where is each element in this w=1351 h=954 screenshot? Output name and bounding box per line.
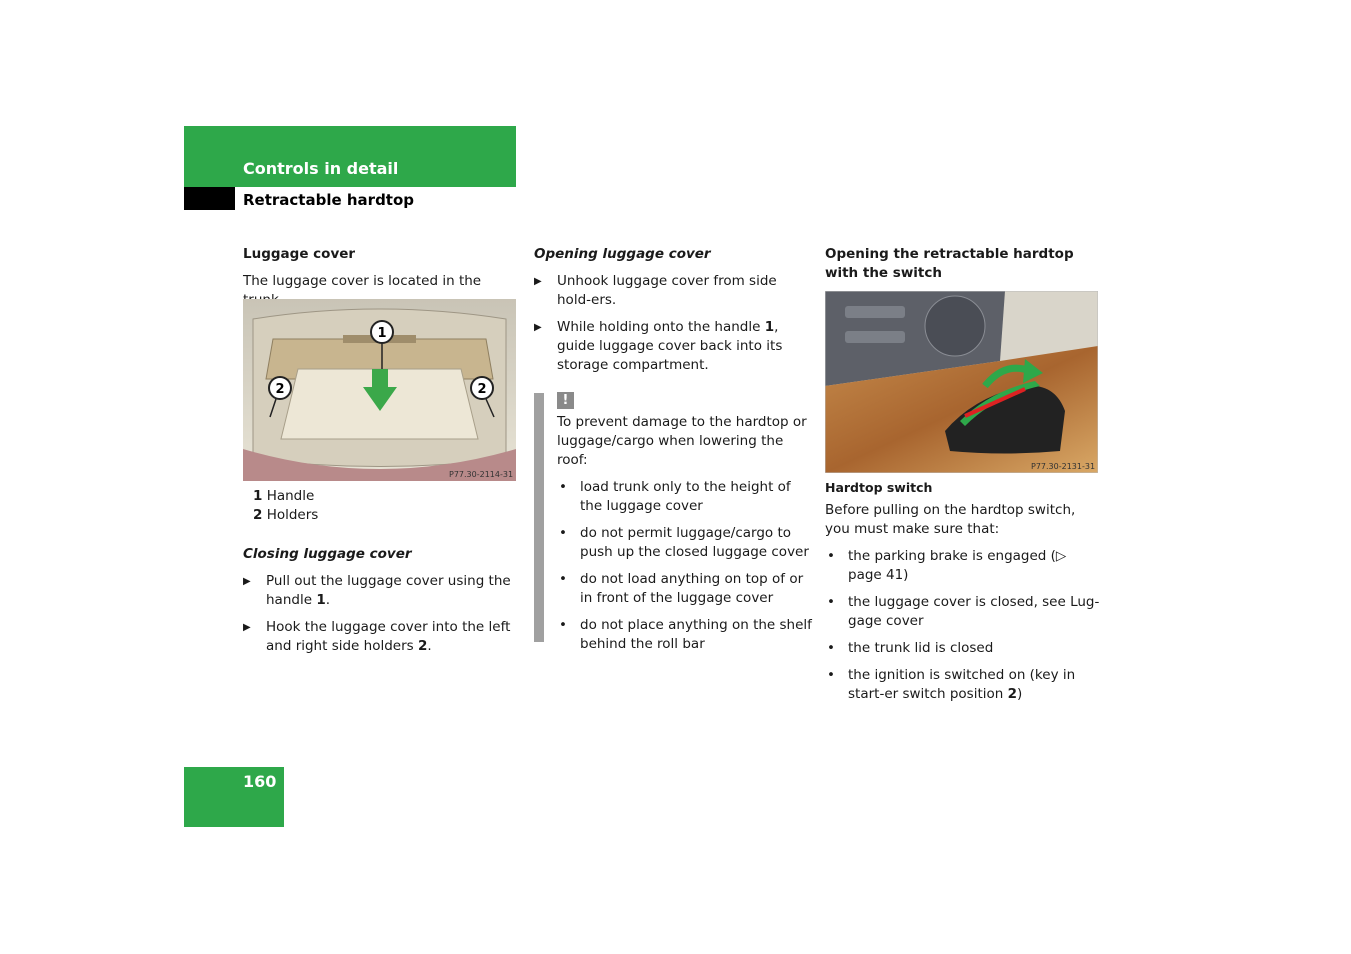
legend-item: 2 Holders bbox=[253, 507, 319, 523]
hardtop-switch-illustration bbox=[825, 291, 1098, 473]
warning-item: • do not place anything on the shelf behind the roll bar bbox=[559, 617, 812, 652]
switch-image-code: P77.30-2131-31 bbox=[1031, 462, 1096, 471]
condition-item: • the parking brake is engaged (▷ page 41) bbox=[827, 548, 1067, 583]
callout-2-right-label: 2 bbox=[477, 382, 487, 397]
closing-section bbox=[243, 545, 513, 656]
trunk-illustration bbox=[243, 299, 516, 481]
warning-icon: ! bbox=[557, 392, 574, 409]
condition-item: • the ignition is switched on (key in start-er switch position 2) bbox=[827, 667, 1076, 702]
subsection-title: Retractable hardtop bbox=[243, 191, 415, 209]
warning-bar bbox=[534, 393, 544, 642]
column-opening-cover bbox=[534, 245, 809, 375]
condition-item: • the trunk lid is closed bbox=[827, 640, 994, 656]
legend-item: 1 Handle bbox=[253, 488, 315, 504]
callout-1-label: 1 bbox=[377, 326, 387, 341]
warning-intro: To prevent damage to the hardtop or luggage/cargo when lowering the roof: bbox=[557, 414, 807, 468]
opening-step-1: ▶ Unhook luggage cover from side hold-ers. bbox=[534, 273, 777, 308]
luggage-cover-heading: Luggage cover bbox=[243, 246, 356, 262]
column-hardtop-switch bbox=[825, 245, 1100, 283]
page-number: 160 bbox=[243, 772, 277, 791]
image-caption: Hardtop switch bbox=[825, 480, 933, 495]
warning-box bbox=[557, 413, 812, 654]
trunk-image-code: P77.30-2114-31 bbox=[449, 470, 514, 479]
closing-step-2: ▶ Hook the luggage cover into the left and right side holders 2. bbox=[243, 619, 511, 654]
closing-step-1: ▶ Pull out the luggage cover using the handle 1. bbox=[243, 573, 511, 608]
warning-item: • do not permit luggage/cargo to push up the closed luggage cover bbox=[559, 525, 809, 560]
condition-item: • the luggage cover is closed, see Lug-gage cover bbox=[827, 594, 1100, 629]
warning-item: • do not load anything on top of or in front of the luggage cover bbox=[559, 571, 804, 606]
callout-2-left-label: 2 bbox=[275, 382, 285, 397]
opening-step-2: ▶ While holding onto the handle 1, guide luggage cover back into its storage compartment. bbox=[534, 319, 783, 373]
warning-item: • load trunk only to the height of the luggage cover bbox=[559, 479, 791, 514]
hardtop-heading: Opening the retractable hardtop with the switch bbox=[825, 246, 1074, 281]
legend bbox=[253, 487, 513, 525]
hardtop-intro: Before pulling on the hardtop switch, you must make sure that: bbox=[825, 502, 1076, 537]
closing-heading: Closing luggage cover bbox=[243, 546, 412, 562]
section-title: Controls in detail bbox=[243, 159, 399, 178]
opening-heading: Opening luggage cover bbox=[534, 246, 711, 262]
header-marker bbox=[184, 187, 235, 210]
luggage-cover-intro: The luggage cover is located in the bbox=[243, 273, 482, 289]
hardtop-conditions bbox=[825, 478, 1100, 704]
